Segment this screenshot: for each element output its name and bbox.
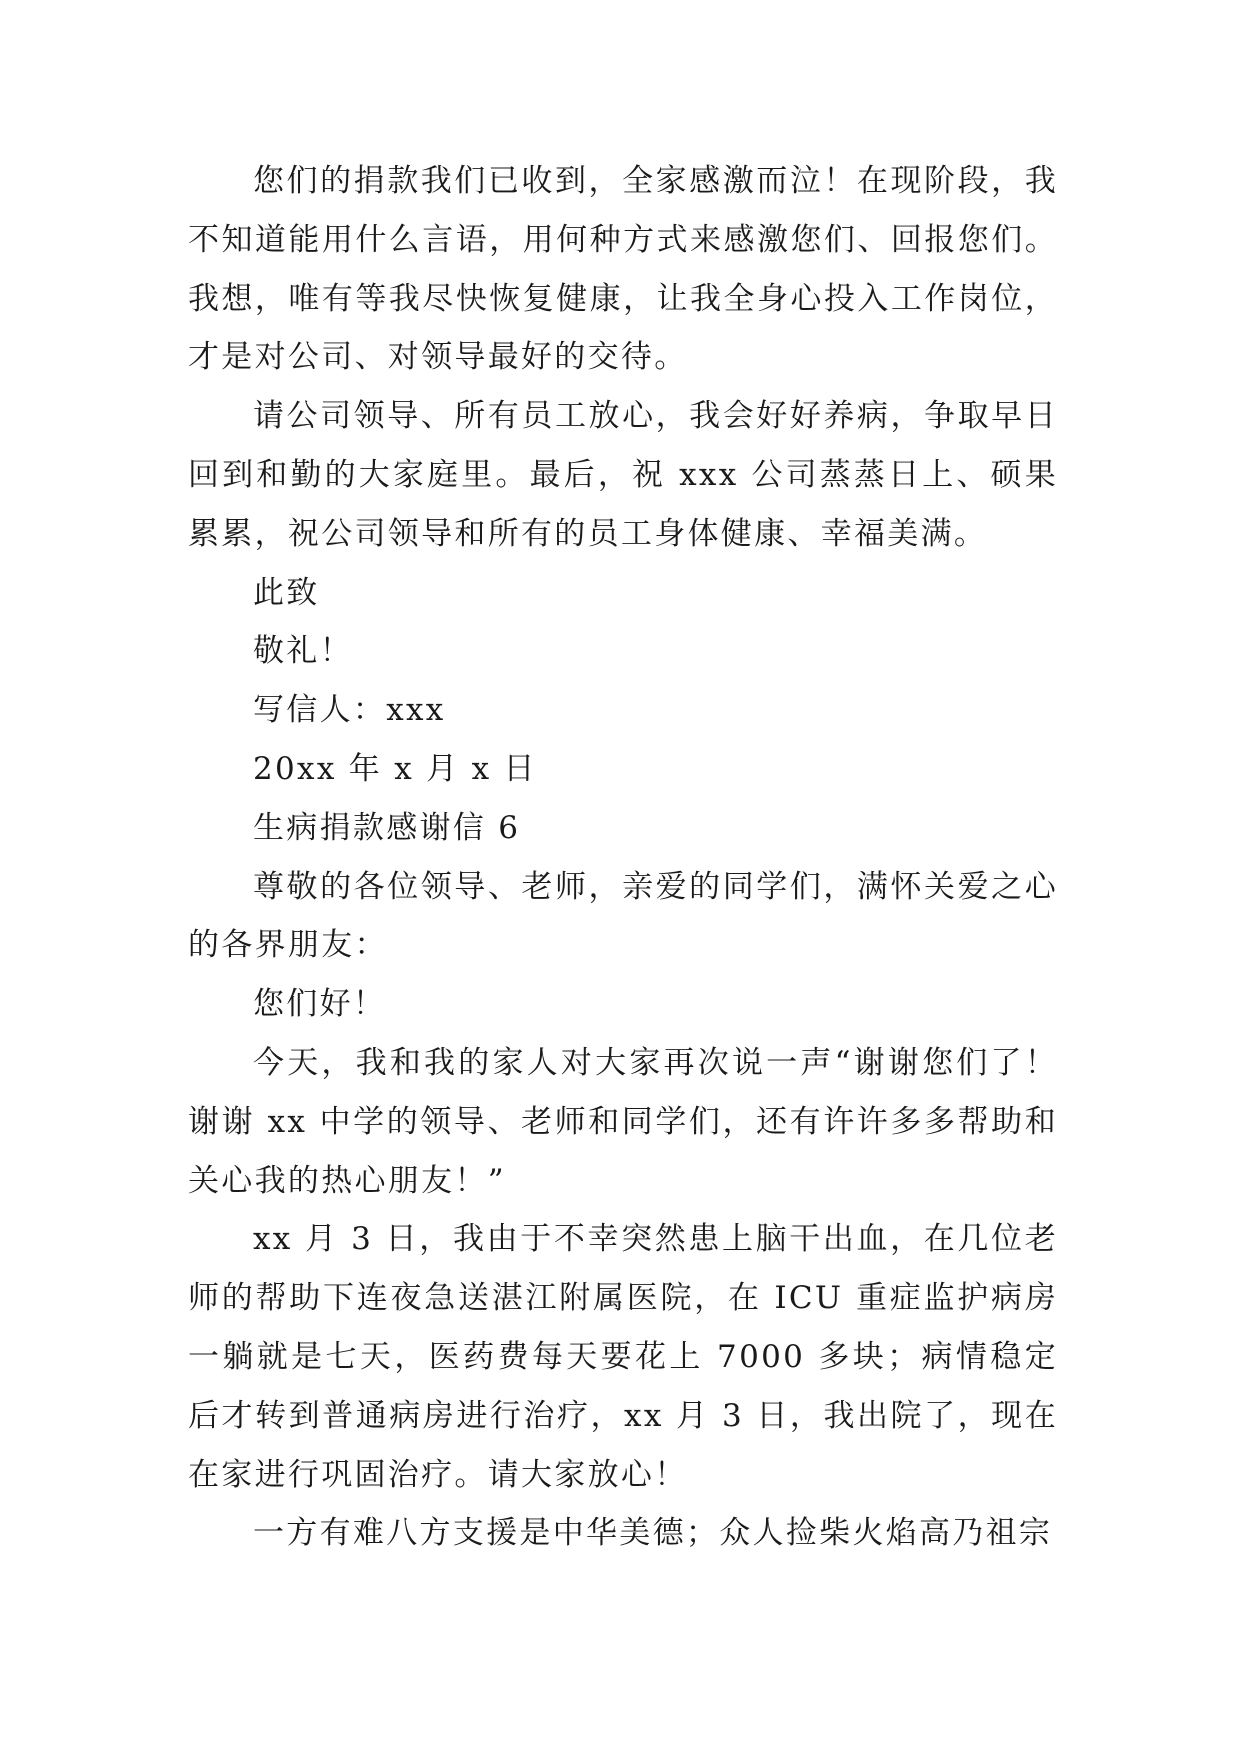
section-heading: 生病捐款感谢信 6 xyxy=(253,809,521,846)
paragraph-thanks: 今天，我和我的家人对大家再次说一声“谢谢您们了！谢谢 xx 中学的领导、老师和同学们，还有许许多多帮助和关心我的热心朋友！” xyxy=(188,1044,1058,1199)
closing-regards: 敬礼！ xyxy=(253,633,353,670)
paragraph-donation-received: 您们的捐款我们已收到，全家感激而泣！在现阶段，我不知道能用什么言语，用何种方式来感激您们、回报您们。我想，唯有等我尽快恢复健康，让我全身心投入工作岗位，才是对公司、对领导最好的交待。 xyxy=(188,163,1058,376)
paragraph-virtue: 一方有难八方支援是中华美德；众人捡柴火焰高乃祖宗 xyxy=(253,1515,1053,1552)
greeting-recipients: 尊敬的各位领导、老师，亲爱的同学们，满怀关爱之心的各界朋友： xyxy=(188,868,1058,964)
letter-date: 20xx 年 x 月 x 日 xyxy=(253,750,537,787)
paragraph-reassurance: 请公司领导、所有员工放心，我会好好养病，争取早日回到和勤的大家庭里。最后，祝 xxx 公司蒸蒸日上、硕果累累，祝公司领导和所有的员工身体健康、幸福美满。 xyxy=(188,398,1058,552)
paragraph-illness-story: xx 月 3 日，我由于不幸突然患上脑干出血，在几位老师的帮助下连夜急送湛江附属医院，在 ICU 重症监护病房一躺就是七天，医药费每天要花上 7000 多块；病情稳定后才转到普通病房进行治疗，xx 月 3 日，我出院了，现在在家进行巩固治疗。请大家放心！ xyxy=(188,1221,1058,1493)
letter-body xyxy=(188,152,1058,1563)
closing-salutation: 此致 xyxy=(253,574,320,611)
letter-writer: 写信人：xxx xyxy=(253,692,446,729)
greeting-hello: 您们好！ xyxy=(253,986,387,1023)
